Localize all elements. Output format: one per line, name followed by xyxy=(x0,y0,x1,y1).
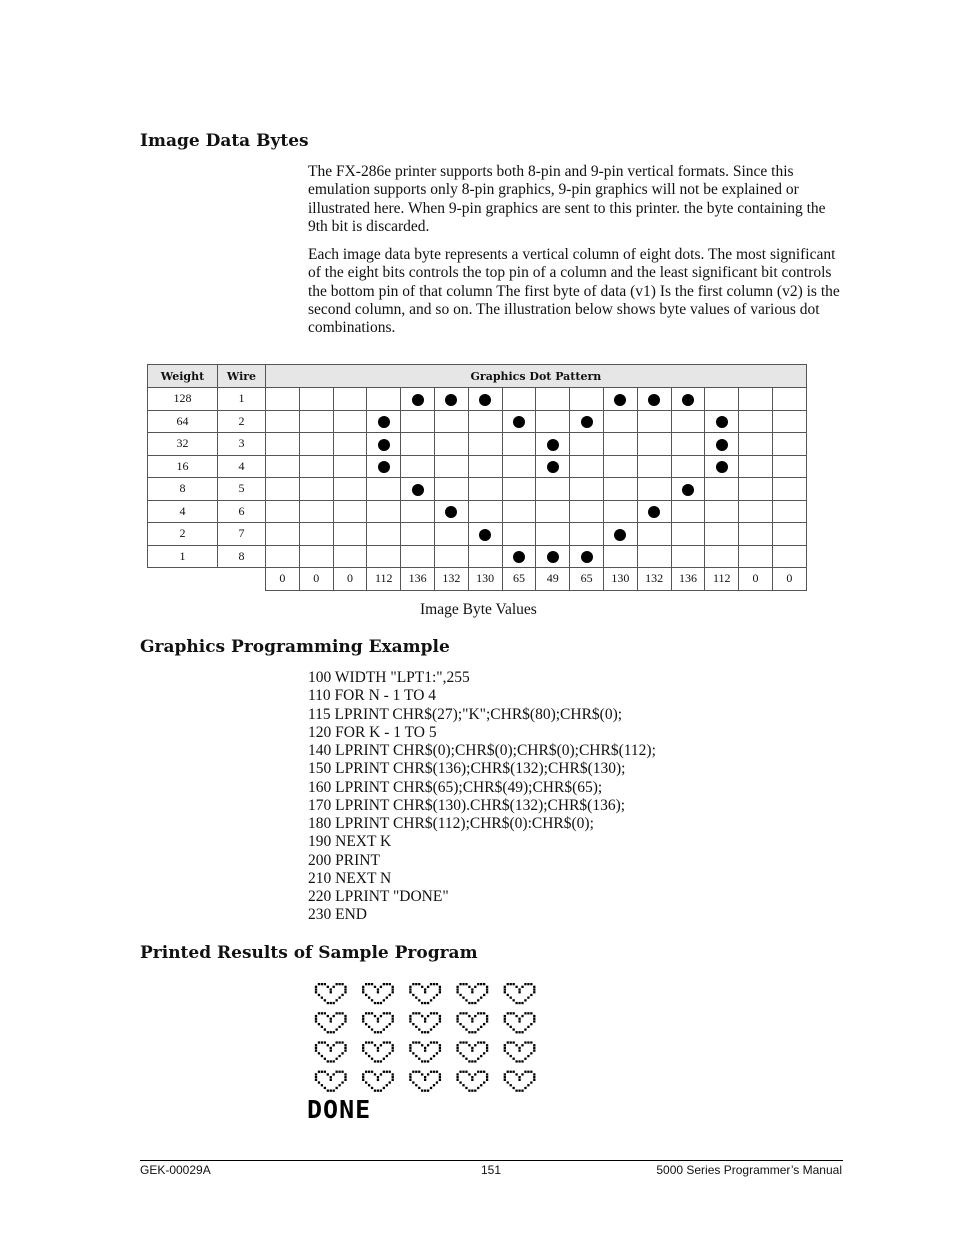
dot-cell xyxy=(603,388,637,411)
dot-cell xyxy=(705,500,739,523)
dot-cell xyxy=(266,388,300,411)
dot-cell xyxy=(637,455,671,478)
dot-cell xyxy=(434,410,468,433)
wire-cell: 3 xyxy=(218,433,266,456)
dot-mark xyxy=(547,461,559,473)
dot-cell xyxy=(705,478,739,501)
byte-value-cell: 130 xyxy=(468,568,502,591)
dot-cell xyxy=(705,388,739,411)
dot-cell xyxy=(299,433,333,456)
heart-icon xyxy=(409,1071,441,1092)
dot-cell xyxy=(266,455,300,478)
dot-cell xyxy=(434,523,468,546)
byte-value-cell: 132 xyxy=(434,568,468,591)
dot-cell xyxy=(401,410,435,433)
dot-cell xyxy=(603,478,637,501)
weight-cell: 1 xyxy=(148,545,218,568)
code-line: 110 FOR N - 1 TO 4 xyxy=(308,687,437,705)
dot-cell xyxy=(772,545,806,568)
dot-cell xyxy=(570,433,604,456)
weight-cell: 4 xyxy=(148,500,218,523)
dot-cell xyxy=(367,433,401,456)
dot-cell xyxy=(739,523,773,546)
section-title-graphics-example: Graphics Programming Example xyxy=(140,637,450,657)
section-title-image-data-bytes: Image Data Bytes xyxy=(140,131,309,151)
dot-cell xyxy=(536,500,570,523)
weight-header: Weight xyxy=(148,365,218,388)
dot-cell xyxy=(333,545,367,568)
empty-cell xyxy=(218,568,266,591)
dot-mark xyxy=(682,394,694,406)
byte-value-cell: 0 xyxy=(739,568,773,591)
byte-value-cell: 136 xyxy=(401,568,435,591)
dot-cell xyxy=(536,545,570,568)
dot-mark xyxy=(445,506,457,518)
dot-cell xyxy=(772,388,806,411)
table-row xyxy=(148,545,807,568)
byte-value-cell: 0 xyxy=(266,568,300,591)
dot-cell xyxy=(570,455,604,478)
code-line: 140 LPRINT CHR$(0);CHR$(0);CHR$(0);CHR$(112); xyxy=(308,742,656,759)
heart-icon xyxy=(362,1041,394,1062)
dot-cell xyxy=(705,410,739,433)
wire-cell: 4 xyxy=(218,455,266,478)
byte-value-cell: 0 xyxy=(772,568,806,591)
dot-cell xyxy=(671,433,705,456)
byte-value-cell: 0 xyxy=(333,568,367,591)
byte-value-cell: 65 xyxy=(570,568,604,591)
dot-cell xyxy=(671,545,705,568)
dot-cell xyxy=(671,410,705,433)
code-line: 200 PRINT xyxy=(308,851,380,869)
dot-cell xyxy=(401,523,435,546)
dot-cell xyxy=(333,433,367,456)
dot-cell xyxy=(536,410,570,433)
dot-cell xyxy=(502,433,536,456)
dot-cell xyxy=(502,523,536,546)
dot-mark xyxy=(378,416,390,428)
dot-cell xyxy=(603,545,637,568)
heart-icon xyxy=(456,1012,488,1033)
wire-cell: 6 xyxy=(218,500,266,523)
code-line: 120 FOR K - 1 TO 5 xyxy=(308,723,437,741)
heart-icon xyxy=(504,983,536,1004)
dot-cell xyxy=(637,388,671,411)
code-line: 210 NEXT N xyxy=(308,869,392,887)
heart-icon xyxy=(409,983,441,1004)
dot-cell xyxy=(502,410,536,433)
dot-cell xyxy=(536,388,570,411)
dot-cell xyxy=(502,478,536,501)
dot-cell xyxy=(434,388,468,411)
heart-icon xyxy=(456,1071,488,1092)
dot-cell xyxy=(739,433,773,456)
dot-cell xyxy=(266,523,300,546)
dot-cell xyxy=(671,523,705,546)
byte-value-cell: 65 xyxy=(502,568,536,591)
paragraph-pin-formats: The FX-286e printer supports both 8-pin and 9-pin vertical formats. Since this emulation supports only 8-pin graphics, 9-pin graphics will not be explained or illustrated here. When 9-pin graphics are sent to this printer. the byte containing the 9th bit is discarded. xyxy=(308,163,826,235)
dot-pattern-table xyxy=(147,364,807,591)
dot-mark xyxy=(445,394,457,406)
dot-mark xyxy=(513,416,525,428)
heart-icon xyxy=(504,1041,536,1062)
dot-cell xyxy=(401,388,435,411)
dot-cell xyxy=(468,523,502,546)
dot-cell xyxy=(333,523,367,546)
code-line: 190 NEXT K xyxy=(308,833,392,851)
paragraph-byte-columns: Each image data byte represents a vertical column of eight dots. The most significant of the eight bits controls the top pin of a column and the least significant bit controls the bottom pin of that column The first byte of data (v1) Is the first column (v2) is the second column, and so on. The illustration below shows byte values of various dot combinations. xyxy=(308,246,840,337)
byte-value-cell: 130 xyxy=(603,568,637,591)
dot-mark xyxy=(648,506,660,518)
dot-cell xyxy=(266,500,300,523)
dot-cell xyxy=(536,523,570,546)
byte-values-row xyxy=(148,568,807,591)
dot-cell xyxy=(401,500,435,523)
heart-grid xyxy=(315,983,536,1092)
code-line: 180 LPRINT CHR$(112);CHR$(0):CHR$(0); xyxy=(308,815,594,832)
code-line: 160 LPRINT CHR$(65);CHR$(49);CHR$(65); xyxy=(308,778,603,796)
footer-doc-number: GEK-00029A xyxy=(140,1163,211,1177)
dot-cell xyxy=(739,455,773,478)
wire-cell: 8 xyxy=(218,545,266,568)
dot-cell xyxy=(367,500,401,523)
wire-cell: 1 xyxy=(218,388,266,411)
weight-cell: 2 xyxy=(148,523,218,546)
heart-icon xyxy=(409,1041,441,1062)
dot-cell xyxy=(468,455,502,478)
heart-icon xyxy=(315,1012,347,1033)
code-line: 100 WIDTH "LPT1:",255 xyxy=(308,669,470,686)
dot-cell xyxy=(468,388,502,411)
dot-cell xyxy=(536,455,570,478)
dot-mark xyxy=(716,439,728,451)
byte-value-cell: 0 xyxy=(299,568,333,591)
dot-cell xyxy=(739,388,773,411)
byte-value-cell: 112 xyxy=(367,568,401,591)
dot-cell xyxy=(299,410,333,433)
dot-cell xyxy=(266,478,300,501)
weight-cell: 32 xyxy=(148,433,218,456)
heart-icon xyxy=(315,1041,347,1062)
dot-mark xyxy=(682,484,694,496)
dot-mark xyxy=(716,461,728,473)
section-title-printed-results: Printed Results of Sample Program xyxy=(140,943,478,963)
code-line: 170 LPRINT CHR$(130).CHR$(132);CHR$(136); xyxy=(308,796,626,814)
dot-cell xyxy=(333,388,367,411)
dot-cell xyxy=(401,478,435,501)
weight-cell: 64 xyxy=(148,410,218,433)
dot-mark xyxy=(581,416,593,428)
dot-cell xyxy=(468,410,502,433)
dot-cell xyxy=(570,523,604,546)
dot-cell xyxy=(772,433,806,456)
dot-cell xyxy=(502,545,536,568)
dot-cell xyxy=(299,500,333,523)
dot-pattern-header: Graphics Dot Pattern xyxy=(266,365,807,388)
empty-cell xyxy=(148,568,218,591)
dot-cell xyxy=(570,410,604,433)
weight-cell: 128 xyxy=(148,388,218,411)
dot-cell xyxy=(772,455,806,478)
dot-mark xyxy=(378,461,390,473)
dot-cell xyxy=(299,455,333,478)
code-line: 150 LPRINT CHR$(136);CHR$(132);CHR$(130); xyxy=(308,760,626,778)
dot-cell xyxy=(401,545,435,568)
code-line: 220 LPRINT "DONE" xyxy=(308,888,449,905)
dot-mark xyxy=(547,551,559,563)
dot-cell xyxy=(299,478,333,501)
heart-icon xyxy=(362,983,394,1004)
dot-cell xyxy=(603,500,637,523)
table-row xyxy=(148,410,807,433)
dot-cell xyxy=(333,455,367,478)
dot-cell xyxy=(603,523,637,546)
heart-icon xyxy=(362,1012,394,1033)
dot-cell xyxy=(367,388,401,411)
table-row xyxy=(148,433,807,456)
dot-cell xyxy=(570,388,604,411)
dot-cell xyxy=(671,478,705,501)
dot-mark xyxy=(513,551,525,563)
footer-manual-title: 5000 Series Programmer’s Manual xyxy=(656,1163,842,1177)
dot-cell xyxy=(299,545,333,568)
code-line: 115 LPRINT CHR$(27);"K";CHR$(80);CHR$(0); xyxy=(308,705,623,723)
dot-cell xyxy=(299,523,333,546)
dot-cell xyxy=(536,478,570,501)
image-byte-values-caption: Image Byte Values xyxy=(420,601,537,618)
dot-cell xyxy=(367,545,401,568)
dot-cell xyxy=(772,500,806,523)
dot-cell xyxy=(434,455,468,478)
table-row xyxy=(148,500,807,523)
dot-cell xyxy=(502,388,536,411)
byte-value-cell: 49 xyxy=(536,568,570,591)
dot-table-body xyxy=(148,388,807,591)
table-row xyxy=(148,478,807,501)
footer-rule xyxy=(140,1160,843,1161)
table-row xyxy=(148,523,807,546)
dot-cell xyxy=(570,545,604,568)
dot-mark xyxy=(479,394,491,406)
heart-icon xyxy=(362,1071,394,1092)
dot-cell xyxy=(739,478,773,501)
printed-results-figure xyxy=(306,978,546,1128)
dot-cell xyxy=(603,433,637,456)
byte-value-cell: 136 xyxy=(671,568,705,591)
code-listing xyxy=(308,669,656,925)
code-line: 230 END xyxy=(308,906,367,924)
dot-cell xyxy=(333,410,367,433)
dot-cell xyxy=(401,455,435,478)
dot-cell xyxy=(637,500,671,523)
byte-value-cell: 132 xyxy=(637,568,671,591)
dot-cell xyxy=(705,545,739,568)
dot-cell xyxy=(637,545,671,568)
dot-mark xyxy=(412,394,424,406)
dot-cell xyxy=(637,478,671,501)
heart-icon xyxy=(409,1012,441,1033)
dot-cell xyxy=(570,500,604,523)
dot-cell xyxy=(739,410,773,433)
dot-cell xyxy=(367,455,401,478)
dot-cell xyxy=(772,410,806,433)
dot-cell xyxy=(637,523,671,546)
dot-mark xyxy=(547,439,559,451)
done-output-text: DONE xyxy=(307,1095,372,1124)
dot-mark xyxy=(412,484,424,496)
dot-mark xyxy=(378,439,390,451)
dot-cell xyxy=(333,500,367,523)
dot-cell xyxy=(739,545,773,568)
heart-icon xyxy=(456,983,488,1004)
dot-cell xyxy=(536,433,570,456)
heart-icon xyxy=(315,983,347,1004)
dot-cell xyxy=(502,500,536,523)
table-row xyxy=(148,388,807,411)
dot-cell xyxy=(468,433,502,456)
dot-cell xyxy=(299,388,333,411)
dot-cell xyxy=(671,388,705,411)
dot-mark xyxy=(716,416,728,428)
dot-cell xyxy=(570,478,604,501)
dot-cell xyxy=(705,523,739,546)
dot-cell xyxy=(772,523,806,546)
heart-icon xyxy=(315,1071,347,1092)
dot-cell xyxy=(367,478,401,501)
dot-cell xyxy=(671,455,705,478)
dot-mark xyxy=(614,529,626,541)
wire-cell: 5 xyxy=(218,478,266,501)
dot-cell xyxy=(705,433,739,456)
dot-cell xyxy=(739,500,773,523)
dot-cell xyxy=(671,500,705,523)
dot-mark xyxy=(581,551,593,563)
weight-cell: 8 xyxy=(148,478,218,501)
dot-cell xyxy=(468,500,502,523)
weight-cell: 16 xyxy=(148,455,218,478)
heart-icon xyxy=(504,1012,536,1033)
dot-cell xyxy=(367,523,401,546)
dot-cell xyxy=(603,455,637,478)
dot-cell xyxy=(637,410,671,433)
byte-value-cell: 112 xyxy=(705,568,739,591)
dot-cell xyxy=(468,545,502,568)
dot-cell xyxy=(468,478,502,501)
dot-mark xyxy=(614,394,626,406)
dot-mark xyxy=(479,529,491,541)
dot-cell xyxy=(434,500,468,523)
dot-table-header-row xyxy=(148,365,807,388)
dot-cell xyxy=(401,433,435,456)
dot-cell xyxy=(266,433,300,456)
dot-cell xyxy=(266,410,300,433)
dot-cell xyxy=(637,433,671,456)
dot-cell xyxy=(367,410,401,433)
heart-icon xyxy=(456,1041,488,1062)
dot-cell xyxy=(772,478,806,501)
dot-cell xyxy=(434,478,468,501)
dot-cell xyxy=(705,455,739,478)
dot-cell xyxy=(333,478,367,501)
wire-cell: 7 xyxy=(218,523,266,546)
footer-page-number: 151 xyxy=(481,1163,502,1177)
dot-mark xyxy=(648,394,660,406)
dot-cell xyxy=(603,410,637,433)
dot-cell xyxy=(502,455,536,478)
dot-cell xyxy=(434,433,468,456)
wire-cell: 2 xyxy=(218,410,266,433)
heart-icon xyxy=(504,1071,536,1092)
dot-cell xyxy=(434,545,468,568)
dot-cell xyxy=(266,545,300,568)
wire-header: Wire xyxy=(218,365,266,388)
table-row xyxy=(148,455,807,478)
